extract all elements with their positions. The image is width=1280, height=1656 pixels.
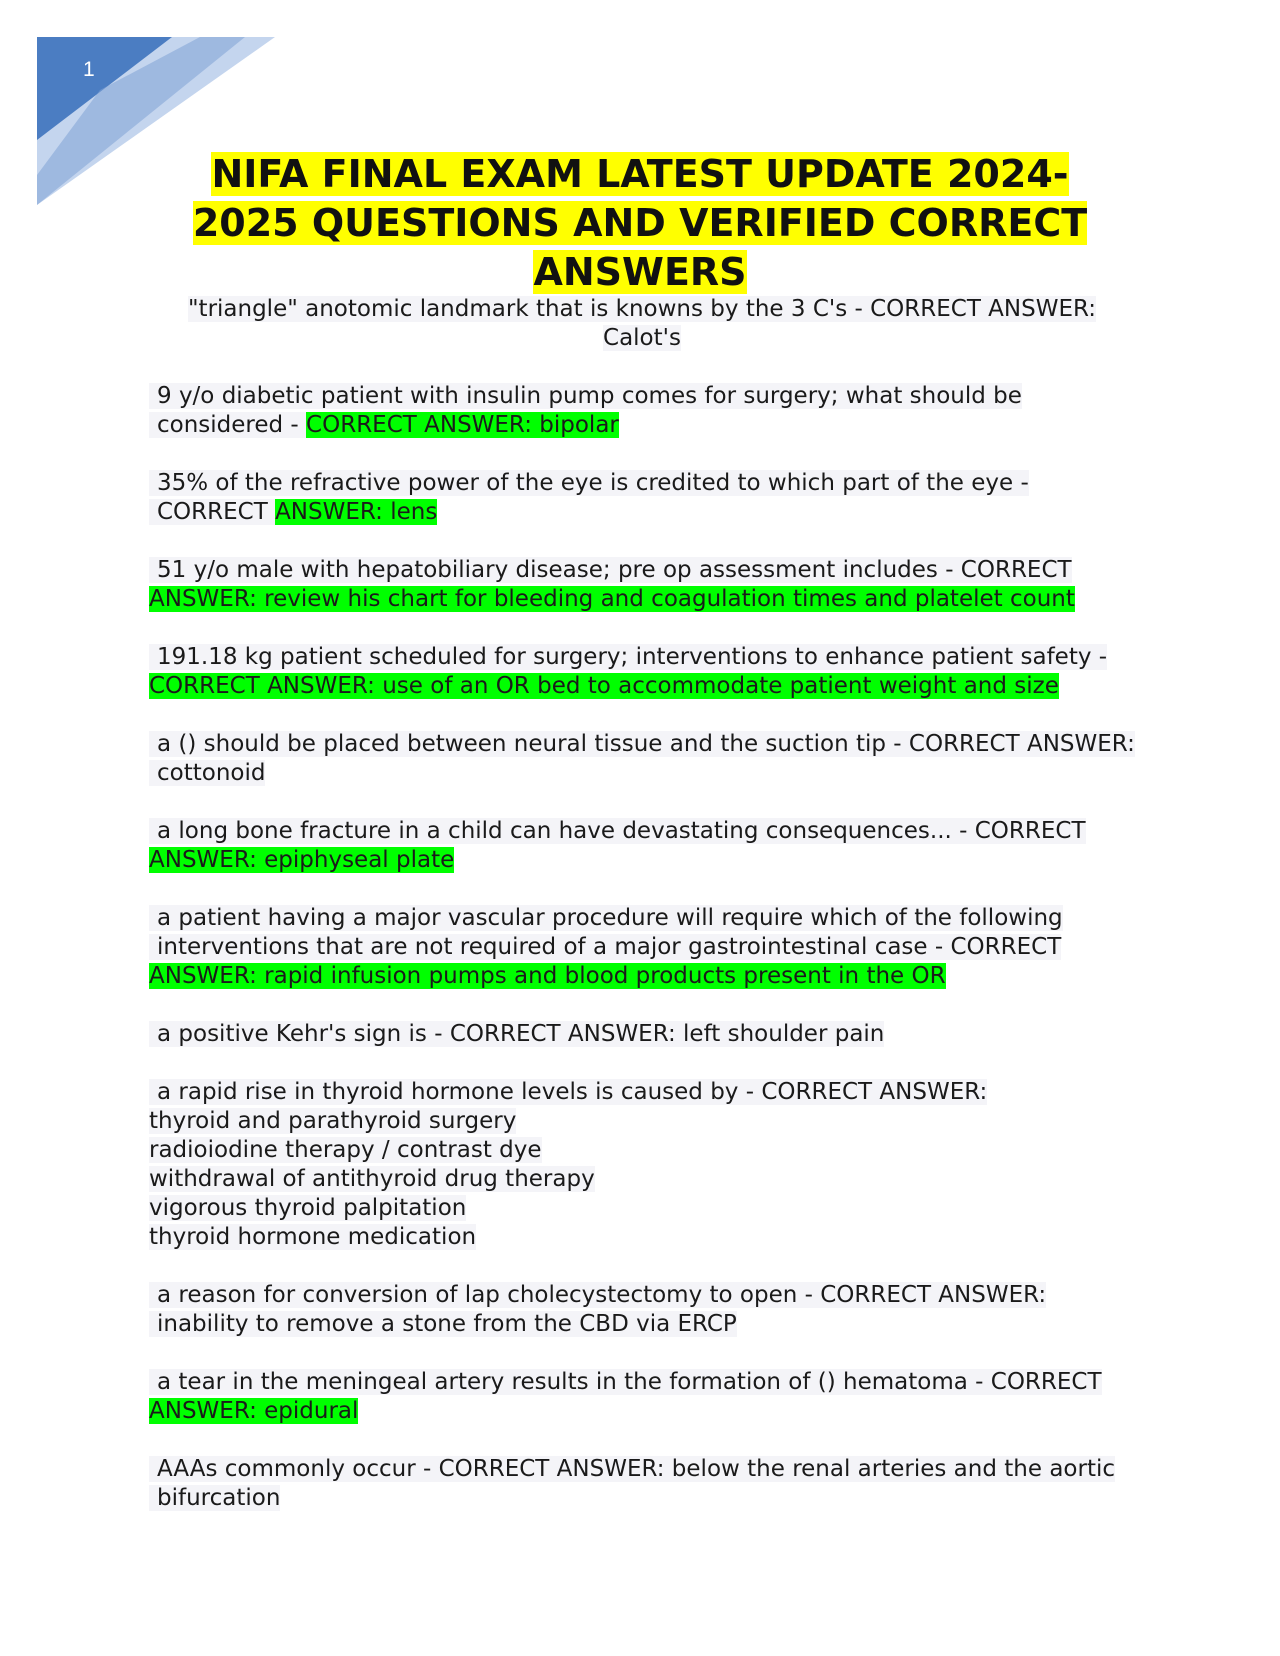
question-text: a reason for conversion of lap cholecystectomy to open - CORRECT ANSWER: inability to remove a stone from the CBD via ERCP (149, 1282, 1046, 1337)
qa-item (149, 1078, 1135, 1252)
answer-highlight: CORRECT ANSWER: bipolar (306, 412, 619, 438)
title-line-1: NIFA FINAL EXAM LATEST UPDATE 2024- (211, 152, 1069, 196)
answer-highlight: ANSWER: epiphyseal plate (149, 847, 455, 873)
question-text: 191.18 kg patient scheduled for surgery; interventions to enhance patient safety - (149, 644, 1107, 670)
answer-highlight: ANSWER: rapid infusion pumps and blood products present in the OR (149, 963, 946, 989)
qa-item (149, 1020, 1135, 1049)
answer-highlight: ANSWER: review his chart for bleeding and coagulation times and platelet count (149, 586, 1075, 612)
qa-item (149, 556, 1135, 614)
qa-item (149, 643, 1135, 701)
question-text: a tear in the meningeal artery results in the formation of () hematoma - CORRECT (149, 1369, 1102, 1395)
qa-item (149, 730, 1135, 788)
qa-item (149, 904, 1135, 991)
question-text: a () should be placed between neural tissue and the suction tip - CORRECT ANSWER: cottonoid (149, 731, 1135, 786)
qa-item (149, 1455, 1135, 1513)
question-text: "triangle" anotomic landmark that is knowns by the 3 C's - CORRECT ANSWER: (187, 296, 1097, 322)
answer-list-item: thyroid and parathyroid surgery (149, 1108, 517, 1134)
question-text: a rapid rise in thyroid hormone levels is caused by - CORRECT ANSWER: (149, 1079, 987, 1105)
answer-highlight: ANSWER: epidural (149, 1398, 359, 1424)
question-text: 35% of the refractive power of the eye is credited to which part of the eye - CORRECT (149, 470, 1029, 525)
qa-item (149, 1281, 1135, 1339)
answer-highlight: ANSWER: lens (275, 499, 438, 525)
qa-item (149, 382, 1135, 440)
answer-text: Calot's (603, 325, 681, 351)
qa-item (149, 469, 1135, 527)
question-text: 51 y/o male with hepatobiliary disease; pre op assessment includes - CORRECT (149, 557, 1072, 583)
answer-list-item: radioiodine therapy / contrast dye (149, 1137, 542, 1163)
answer-list-item: vigorous thyroid palpitation (149, 1195, 467, 1221)
qa-item (149, 1368, 1135, 1426)
question-text: a patient having a major vascular procedure will require which of the following interventions that are not required of a major gastrointestinal case - CORRECT (149, 905, 1063, 960)
title-line-2: 2025 QUESTIONS AND VERIFIED CORRECT (192, 201, 1088, 245)
answer-list-item: withdrawal of antithyroid drug therapy (149, 1166, 595, 1192)
question-text: a long bone fracture in a child can have devastating consequences... - CORRECT (149, 818, 1086, 844)
qa-item (149, 817, 1135, 875)
qa-list (149, 295, 1135, 1542)
question-text: a positive Kehr's sign is - CORRECT ANSWER: left shoulder pain (149, 1021, 884, 1047)
page-number: 1 (83, 58, 95, 81)
page-title (140, 150, 1140, 297)
answer-highlight: CORRECT ANSWER: use of an OR bed to accommodate patient weight and size (149, 673, 1059, 699)
answer-list-item: thyroid hormone medication (149, 1224, 477, 1250)
question-text: 9 y/o diabetic patient with insulin pump comes for surgery; what should be considered - (149, 383, 1022, 438)
qa-item (149, 295, 1135, 353)
title-line-3: ANSWERS (533, 250, 747, 294)
question-text: AAAs commonly occur - CORRECT ANSWER: below the renal arteries and the aortic bifurcation (149, 1456, 1115, 1511)
